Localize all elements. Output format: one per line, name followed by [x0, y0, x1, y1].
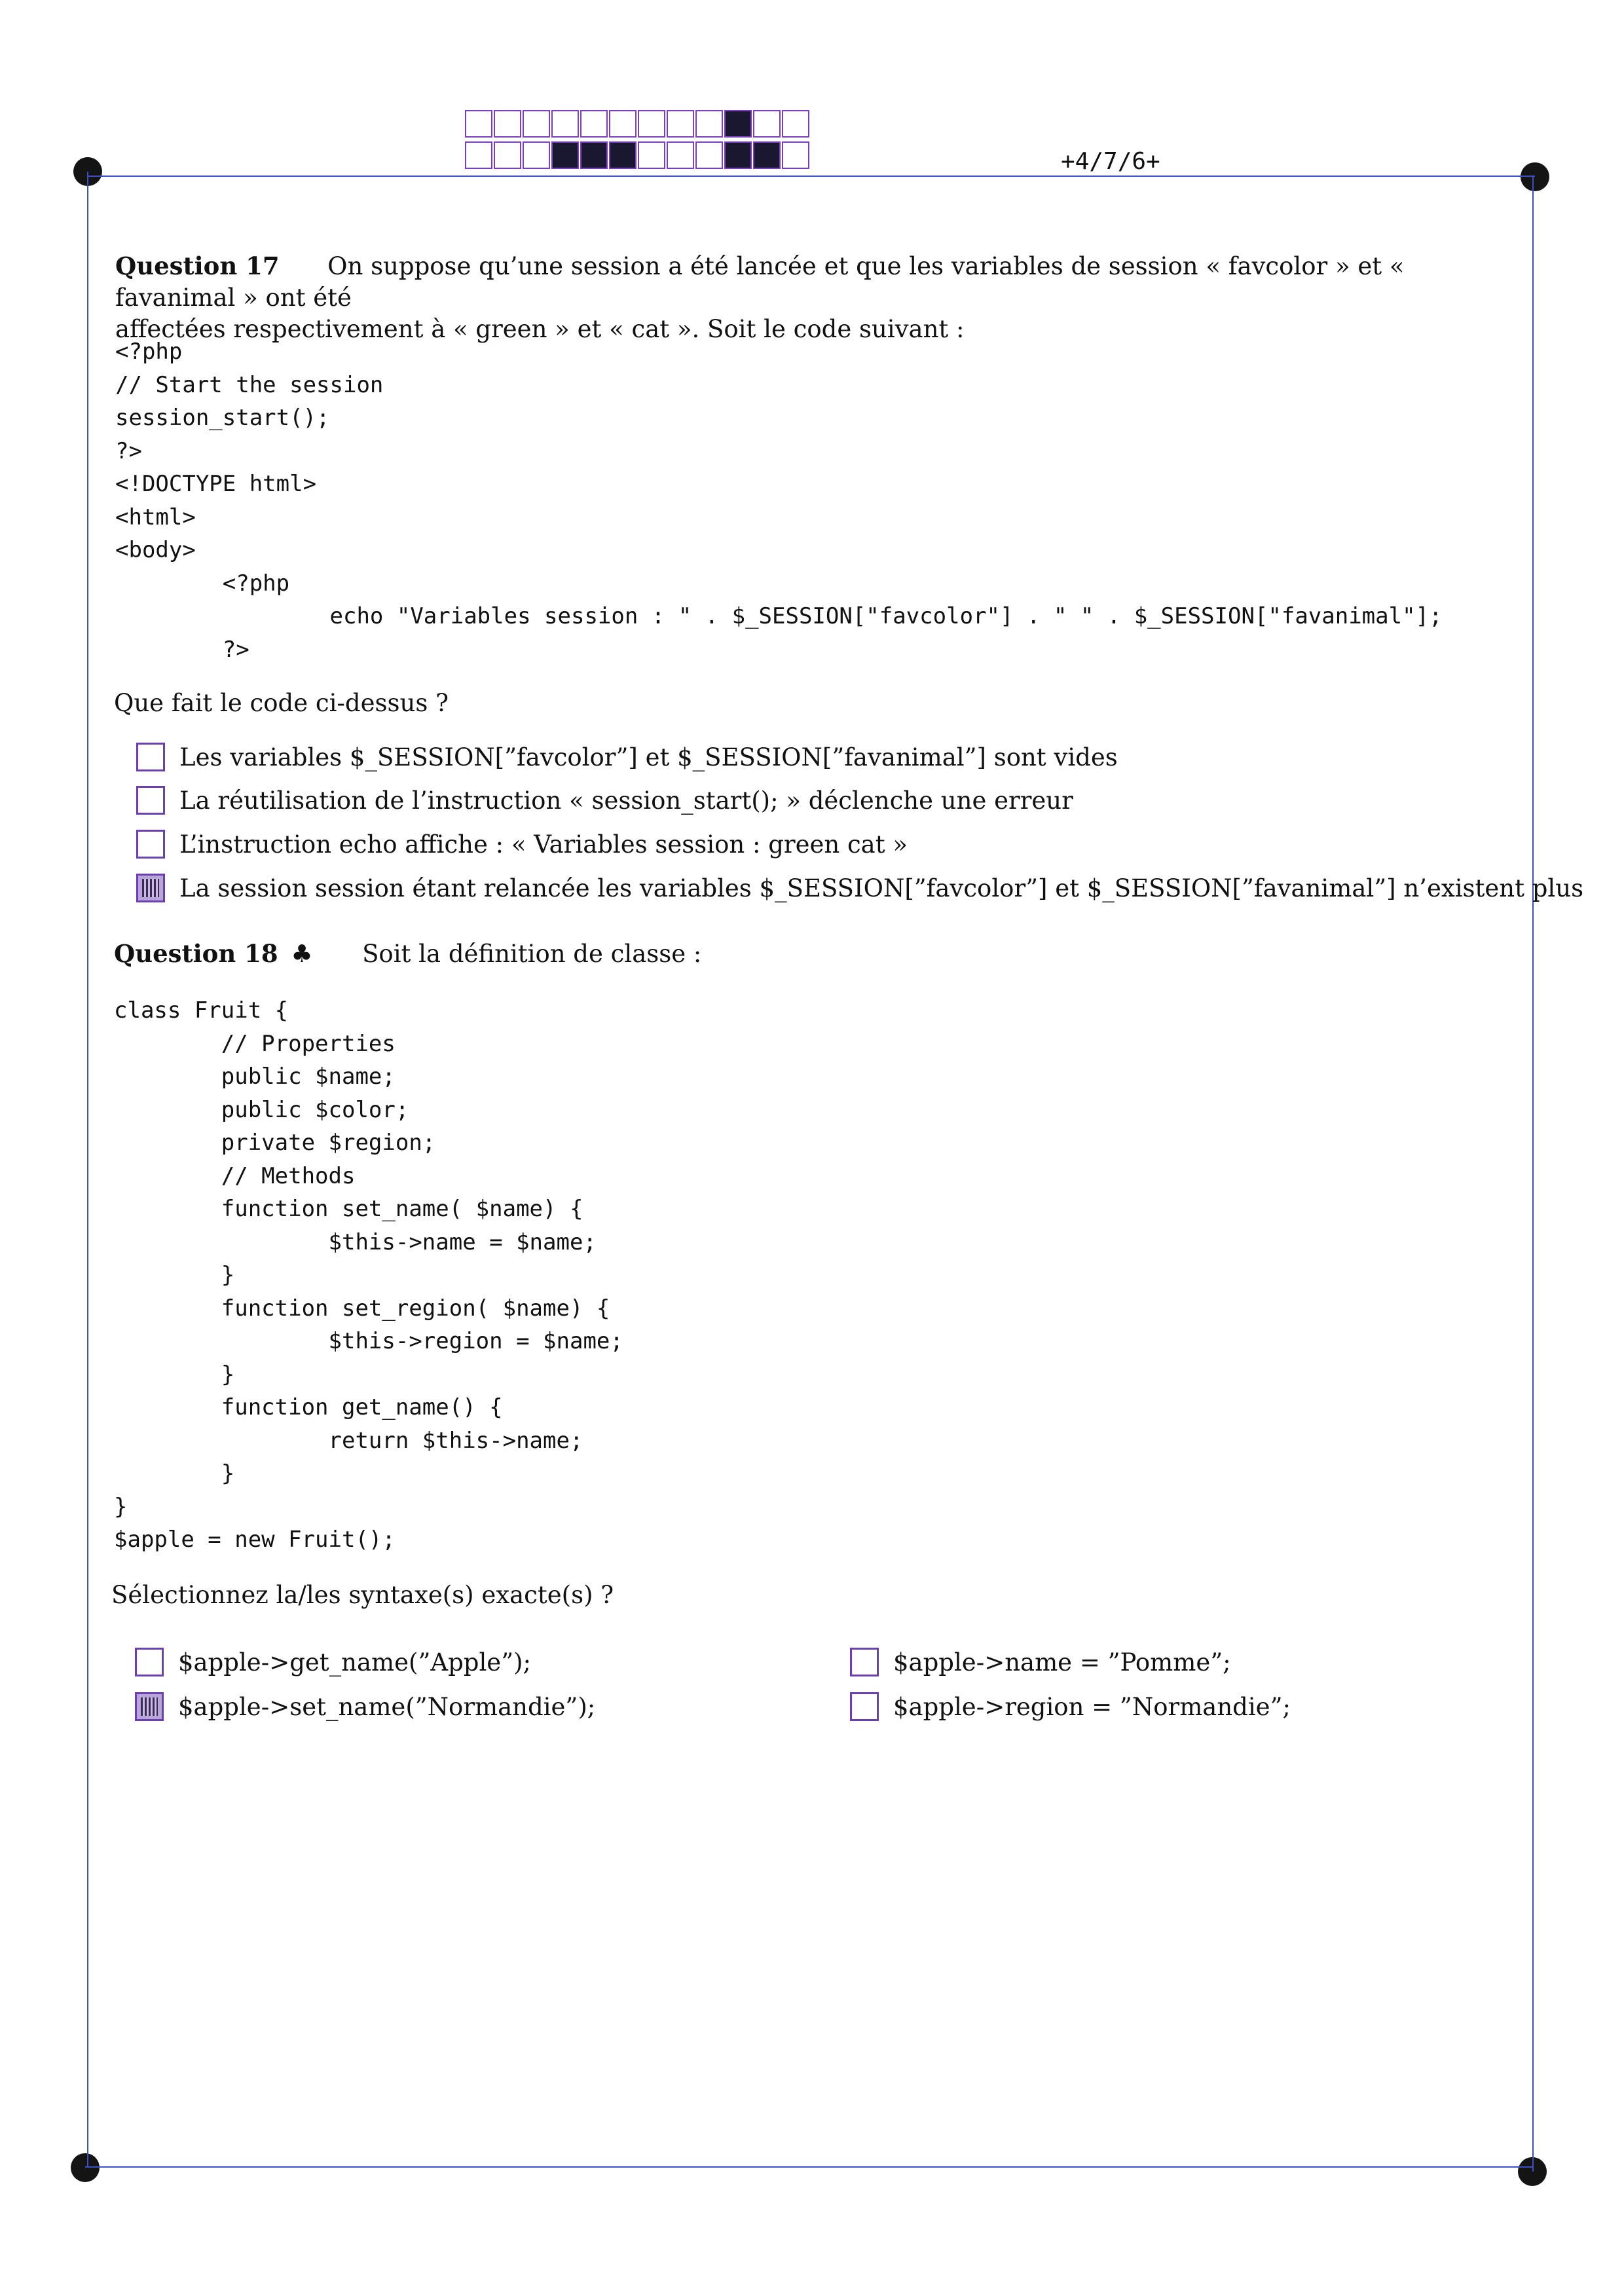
code-cell-empty	[782, 141, 809, 169]
code-cell-filled	[551, 141, 579, 169]
q18-prompt	[114, 938, 701, 970]
code-cell-empty	[523, 141, 550, 169]
code-bar-row-1	[465, 110, 811, 138]
code-cell-empty	[551, 110, 579, 138]
q17-label: Question 17	[115, 251, 280, 280]
code-cell-empty	[494, 141, 521, 169]
answer-label: $apple->get_name(”Apple”);	[178, 1648, 532, 1676]
q17-code-block: <?php // Start the session session_start(); ?> <!DOCTYPE html> <html> <body> <?php echo "Variables session : " . $_SESSION["favcolor"] . " " . $_SESSION["favanimal"]; ?>	[115, 339, 1443, 663]
frame-right	[1532, 177, 1534, 2172]
code-cell-empty	[465, 141, 492, 169]
code-cell-empty	[753, 110, 781, 138]
answer-label: $apple->region = ”Normandie”;	[893, 1692, 1291, 1721]
answer-label: $apple->name = ”Pomme”;	[893, 1648, 1231, 1676]
q17-prompt-line1: On suppose qu’une session a été lancée et que les variables de session « favcolor » et « favanimal » ont été	[115, 252, 1405, 312]
code-cell-empty	[638, 141, 665, 169]
q18-prompt-text: Soit la définition de classe :	[362, 940, 702, 968]
code-cell-filled	[580, 141, 608, 169]
frame-top	[88, 176, 1535, 177]
corner-mark-bottom-left	[71, 2153, 100, 2182]
answer-label: Les variables $_SESSION[”favcolor”] et $_SESSION[”favanimal”] sont vides	[179, 743, 1118, 771]
q18-answer-1[interactable]	[135, 1645, 531, 1679]
checkbox-checked[interactable]	[136, 874, 165, 902]
q18-answer-3[interactable]	[135, 1690, 595, 1724]
code-cell-empty	[638, 110, 665, 138]
answer-label: L’instruction echo affiche : « Variables session : green cat »	[179, 830, 908, 859]
answer-label: $apple->set_name(”Normandie”);	[178, 1692, 596, 1721]
code-cell-empty	[580, 110, 608, 138]
checkbox[interactable]	[136, 743, 165, 771]
corner-mark-top-right	[1521, 162, 1549, 191]
checkbox[interactable]	[136, 786, 165, 815]
club-icon: ♣	[291, 940, 313, 968]
frame-left	[87, 172, 88, 2168]
q18-question: Sélectionnez la/les syntaxe(s) exacte(s) ?	[111, 1581, 614, 1609]
q17-question: Que fait le code ci-dessus ?	[114, 689, 449, 717]
answer-label: La session session étant relancée les variables $_SESSION[”favcolor”] et $_SESSION[”favanimal”] n’existent plus	[179, 874, 1584, 902]
code-cell-empty	[494, 110, 521, 138]
checkbox[interactable]	[850, 1692, 879, 1721]
code-cell-empty	[695, 110, 723, 138]
code-cell-empty	[695, 141, 723, 169]
code-cell-filled	[753, 141, 781, 169]
answer-label: La réutilisation de l’instruction « session_start(); » déclenche une erreur	[179, 786, 1073, 815]
frame-bottom	[85, 2166, 1532, 2168]
q18-code-block: class Fruit { // Properties public $name; public $color; private $region; // Methods function set_name( $name) { $this->name = $name; } function set_region( $name) { $this->region = $name; } function get_name() { return $this->name; } } $apple = new Fruit();	[114, 997, 623, 1553]
q17-answer-2[interactable]	[136, 783, 1073, 817]
code-cell-empty	[609, 110, 637, 138]
q18-answer-4[interactable]	[850, 1690, 1291, 1724]
code-cell-empty	[465, 110, 492, 138]
checkbox[interactable]	[136, 830, 165, 859]
checkbox[interactable]	[135, 1648, 164, 1676]
code-cell-filled	[609, 141, 637, 169]
q17-prompt	[115, 250, 1523, 345]
checkbox[interactable]	[850, 1648, 879, 1676]
checkbox-checked[interactable]	[135, 1692, 164, 1721]
q17-answer-4[interactable]	[136, 871, 1583, 905]
code-cell-filled	[724, 110, 752, 138]
q18-label: Question 18	[114, 939, 278, 968]
page-code: +4/7/6+	[1061, 148, 1160, 175]
q18-answer-2[interactable]	[850, 1645, 1231, 1679]
code-cell-empty	[667, 110, 694, 138]
q17-answer-3[interactable]	[136, 827, 908, 861]
q17-prompt-line2: affectées respectivement à « green » et « cat ». Soit le code suivant :	[115, 315, 965, 343]
code-cell-empty	[667, 141, 694, 169]
code-cell-filled	[724, 141, 752, 169]
code-bar-row-2	[465, 141, 811, 169]
code-cell-empty	[523, 110, 550, 138]
code-cell-empty	[782, 110, 809, 138]
q17-answer-1[interactable]	[136, 740, 1118, 774]
